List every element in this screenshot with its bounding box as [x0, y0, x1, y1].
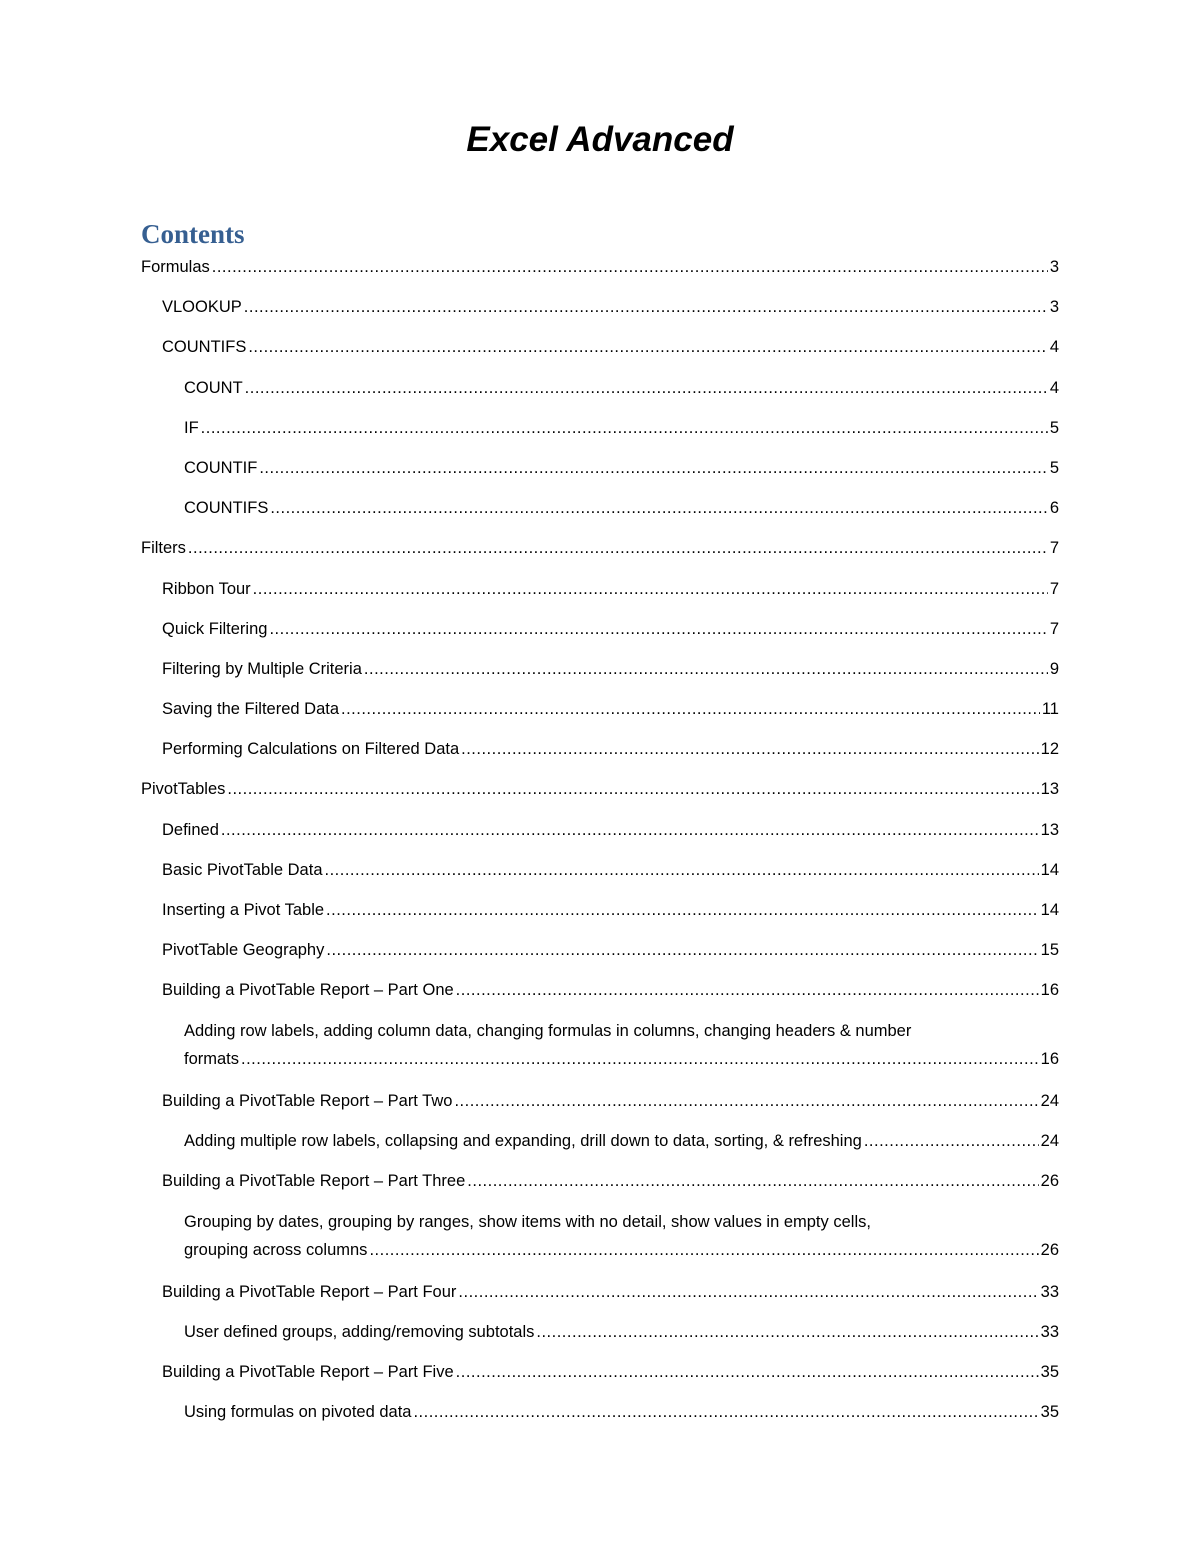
toc-entry-row: [162, 655, 1059, 683]
toc-entry-label: Quick Filtering: [162, 619, 268, 638]
dot-leader: [270, 494, 1047, 522]
toc-entry-row: [184, 494, 1059, 522]
toc-list-item: [141, 695, 1059, 735]
dot-leader: [456, 976, 1039, 1004]
dot-leader: [454, 1087, 1038, 1115]
toc-entry[interactable]: [141, 856, 1059, 896]
dot-leader: [259, 454, 1047, 482]
table-of-contents: [141, 253, 1059, 1439]
toc-entry[interactable]: [141, 534, 1059, 574]
toc-entry-page-number: 12: [1040, 740, 1059, 759]
dot-leader: [326, 936, 1038, 964]
toc-entry-label: Building a PivotTable Report – Part Four: [162, 1282, 457, 1301]
toc-entry-row: [184, 374, 1059, 402]
toc-entry[interactable]: [141, 454, 1059, 494]
dot-leader: [413, 1398, 1038, 1426]
toc-entry-row: [162, 816, 1059, 844]
dot-leader: [467, 1167, 1038, 1195]
toc-entry-page-number: 7: [1049, 619, 1059, 638]
toc-entry-page-number: 24: [1040, 1091, 1059, 1110]
toc-entry-row: [184, 454, 1059, 482]
dot-leader: [244, 293, 1048, 321]
toc-entry[interactable]: [141, 1358, 1059, 1398]
dot-leader: [364, 655, 1048, 683]
toc-list-item: [141, 374, 1059, 414]
toc-entry[interactable]: [141, 735, 1059, 775]
toc-list-item: [141, 534, 1059, 574]
toc-entry[interactable]: [141, 936, 1059, 976]
toc-entry-page-number: 5: [1049, 418, 1059, 437]
toc-entry-page-number: 35: [1040, 1363, 1059, 1382]
toc-entry-label: COUNTIFS: [162, 338, 247, 357]
toc-entry[interactable]: [141, 1017, 1059, 1087]
toc-entry-row: [184, 414, 1059, 442]
toc-entry-label: formats: [184, 1049, 240, 1068]
toc-entry-row: [162, 1358, 1059, 1386]
toc-entry[interactable]: [141, 374, 1059, 414]
toc-entry[interactable]: [141, 655, 1059, 695]
toc-entry-label: Using formulas on pivoted data: [184, 1403, 412, 1422]
toc-entry-row: [184, 1398, 1059, 1426]
toc-entry[interactable]: [141, 1208, 1059, 1278]
toc-entry-label: COUNTIF: [184, 458, 258, 477]
toc-list-item: [141, 816, 1059, 856]
dot-leader: [245, 374, 1048, 402]
toc-entry[interactable]: [141, 775, 1059, 815]
toc-entry-page-number: 16: [1040, 981, 1059, 1000]
toc-entry-label: Building a PivotTable Report – Part Two: [162, 1091, 453, 1110]
dot-leader: [864, 1127, 1039, 1155]
toc-entry-label: Building a PivotTable Report – Part One: [162, 981, 454, 1000]
dot-leader: [212, 253, 1048, 281]
toc-entry-page-number: 33: [1040, 1323, 1059, 1342]
toc-entry-label: Building a PivotTable Report – Part Three: [162, 1172, 466, 1191]
dot-leader: [461, 735, 1039, 763]
dot-leader: [221, 816, 1039, 844]
toc-entry-label: Defined: [162, 820, 219, 839]
dot-leader: [326, 896, 1039, 924]
toc-entry-label: Saving the Filtered Data: [162, 700, 340, 719]
toc-entry-label-line1: Adding row labels, adding column data, changing formulas in columns, changing headers & number: [184, 1021, 912, 1040]
contents-heading: Contents: [141, 219, 245, 249]
toc-entry-page-number: 4: [1049, 338, 1059, 357]
toc-entry[interactable]: [141, 494, 1059, 534]
toc-list-item: [141, 655, 1059, 695]
dot-leader: [227, 775, 1038, 803]
dot-leader: [188, 534, 1048, 562]
toc-entry-label: COUNT: [184, 378, 243, 397]
toc-entry[interactable]: [141, 414, 1059, 454]
toc-list-item: [141, 775, 1059, 815]
toc-entry-row: [162, 936, 1059, 964]
toc-list-item: [141, 494, 1059, 534]
toc-entry-page-number: 33: [1040, 1282, 1059, 1301]
toc-entry[interactable]: [141, 896, 1059, 936]
toc-entry[interactable]: [141, 1167, 1059, 1207]
toc-entry-label: Performing Calculations on Filtered Data: [162, 740, 460, 759]
toc-list-item: [141, 976, 1059, 1016]
toc-entry-page-number: 16: [1040, 1049, 1059, 1068]
toc-entry-page-number: 13: [1040, 780, 1059, 799]
toc-list-item: [141, 735, 1059, 775]
toc-entry-label: Ribbon Tour: [162, 579, 251, 598]
toc-entry-row: [141, 775, 1059, 803]
toc-entry[interactable]: [141, 976, 1059, 1016]
toc-entry[interactable]: [141, 615, 1059, 655]
toc-entry-label: Basic PivotTable Data: [162, 860, 323, 879]
toc-entry-row: [162, 896, 1059, 924]
toc-entry-label: COUNTIFS: [184, 499, 269, 518]
toc-list-item: [141, 253, 1059, 293]
toc-entry-row: [162, 976, 1059, 1004]
toc-entry-row: [162, 856, 1059, 884]
toc-entry-page-number: 3: [1049, 258, 1059, 276]
dot-leader: [369, 1236, 1038, 1264]
toc-entry-page-number: 5: [1049, 458, 1059, 477]
dot-leader: [536, 1318, 1038, 1346]
toc-entry-label: Adding multiple row labels, collapsing and expanding, drill down to data, sorting, & refreshing: [184, 1132, 862, 1151]
toc-entry-row: [162, 735, 1059, 763]
toc-entry-label: Inserting a Pivot Table: [162, 901, 325, 919]
toc-list-item: [141, 856, 1059, 896]
dot-leader: [269, 615, 1047, 643]
toc-entry[interactable]: [141, 1398, 1059, 1438]
toc-list-item: [141, 1208, 1059, 1278]
toc-list-item: [141, 936, 1059, 976]
toc-entry[interactable]: [141, 1278, 1059, 1318]
toc-entry-label: Filtering by Multiple Criteria: [162, 659, 362, 678]
toc-entry[interactable]: [141, 1087, 1059, 1127]
toc-entry-page-number: 14: [1040, 860, 1059, 879]
document-title: Excel Advanced: [466, 120, 734, 159]
toc-entry-label: Formulas: [141, 258, 210, 276]
toc-entry[interactable]: [141, 333, 1059, 373]
toc-entry-label: VLOOKUP: [162, 298, 242, 317]
toc-entry-page-number: 35: [1040, 1403, 1059, 1422]
toc-entry-row: [141, 534, 1059, 562]
toc-entry-row: [184, 1318, 1059, 1346]
toc-entry-row: [162, 575, 1059, 603]
toc-entry-label-line1: Grouping by dates, grouping by ranges, show items with no detail, show values in empty cells,: [184, 1212, 871, 1231]
toc-entry-label: IF: [184, 418, 199, 437]
toc-list-item: [141, 1087, 1059, 1127]
toc-list-item: [141, 333, 1059, 373]
toc-entry-row: [141, 253, 1059, 281]
toc-entry-label: PivotTables: [141, 780, 226, 799]
toc-list-item: [141, 1358, 1059, 1398]
toc-entry-row: [162, 293, 1059, 321]
toc-entry-page-number: 24: [1040, 1132, 1059, 1151]
dot-leader: [241, 1045, 1039, 1073]
toc-entry-row: [184, 1236, 1059, 1264]
dot-leader: [456, 1358, 1039, 1386]
toc-list-item: [141, 454, 1059, 494]
toc-entry-row: [162, 615, 1059, 643]
toc-list-item: [141, 293, 1059, 333]
toc-entry-label: User defined groups, adding/removing subtotals: [184, 1323, 535, 1342]
dot-leader: [253, 575, 1048, 603]
toc-entry-page-number: 4: [1049, 378, 1059, 397]
dot-leader: [458, 1278, 1038, 1306]
toc-entry-row: [184, 1127, 1059, 1155]
toc-entry-page-number: 7: [1049, 539, 1059, 558]
dot-leader: [325, 856, 1039, 884]
toc-entry-label: PivotTable Geography: [162, 941, 325, 960]
toc-entry-page-number: 14: [1040, 901, 1059, 919]
toc-entry-row: [162, 1087, 1059, 1115]
toc-list-item: [141, 1278, 1059, 1318]
toc-entry-row: [162, 333, 1059, 361]
toc-entry-page-number: 26: [1040, 1172, 1059, 1191]
toc-entry-label: grouping across columns: [184, 1240, 368, 1259]
toc-entry-label: Building a PivotTable Report – Part Five: [162, 1363, 454, 1382]
toc-entry-page-number: 15: [1040, 941, 1059, 960]
toc-list-item: [141, 1398, 1059, 1438]
toc-entry-page-number: 3: [1049, 298, 1059, 317]
toc-entry-page-number: 26: [1040, 1240, 1059, 1259]
toc-entry[interactable]: [141, 816, 1059, 856]
toc-entry-page-number: 13: [1040, 820, 1059, 839]
toc-list-item: [141, 1017, 1059, 1087]
toc-entry[interactable]: [141, 293, 1059, 333]
dot-leader: [201, 414, 1048, 442]
toc-entry-row: [184, 1045, 1059, 1073]
toc-entry-page-number: 6: [1049, 499, 1059, 518]
dot-leader: [248, 333, 1047, 361]
toc-entry-label: Filters: [141, 539, 186, 558]
toc-list-item: [141, 414, 1059, 454]
toc-entry-row: [162, 695, 1059, 723]
toc-entry-page-number: 11: [1041, 700, 1059, 719]
toc-entry-page-number: 9: [1049, 659, 1059, 678]
toc-list-item: [141, 575, 1059, 615]
toc-entry[interactable]: [141, 253, 1059, 293]
toc-entry-row: [162, 1278, 1059, 1306]
toc-list-item: [141, 1127, 1059, 1167]
toc-list-item: [141, 896, 1059, 936]
toc-entry-page-number: 7: [1049, 579, 1059, 598]
toc-list-item: [141, 1167, 1059, 1207]
toc-list-item: [141, 615, 1059, 655]
dot-leader: [341, 695, 1040, 723]
toc-entry[interactable]: [141, 575, 1059, 615]
toc-entry[interactable]: [141, 1127, 1059, 1167]
toc-entry-row: [162, 1167, 1059, 1195]
toc-entry[interactable]: [141, 695, 1059, 735]
toc-entry[interactable]: [141, 1318, 1059, 1358]
toc-list-item: [141, 1318, 1059, 1358]
